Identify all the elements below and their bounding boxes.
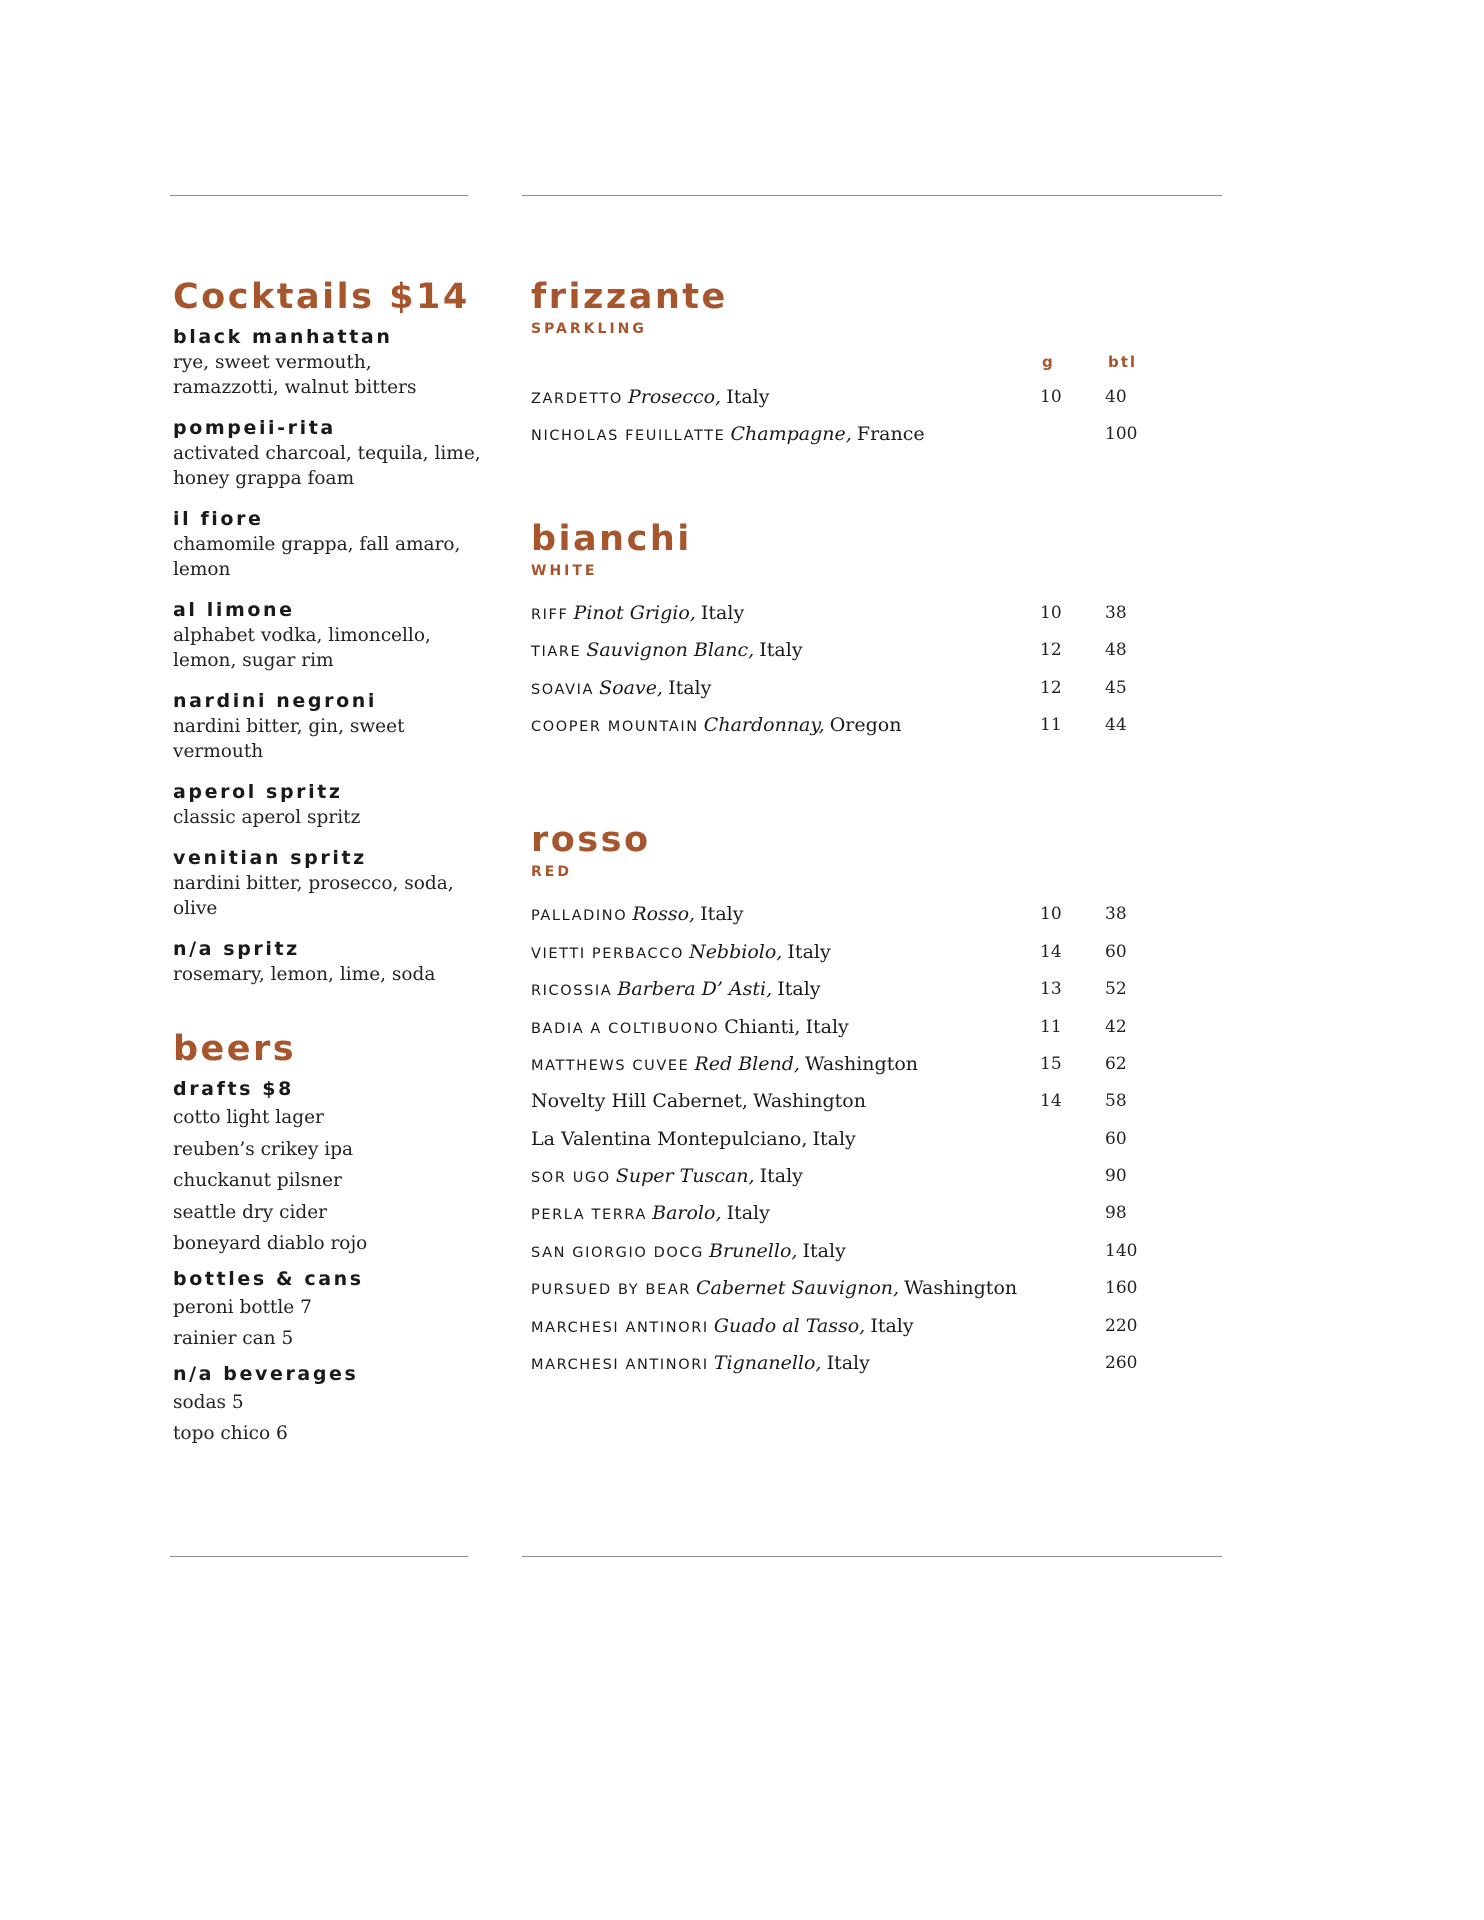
wine-list xyxy=(531,896,1231,1382)
wine-name: Chianti, xyxy=(724,1015,801,1038)
glass-price: 11 xyxy=(1040,1016,1062,1037)
wine-varietal: Tignanello, xyxy=(713,1352,822,1375)
bottle-price: 62 xyxy=(1105,1053,1127,1074)
wine-varietal: Guado al Tasso, xyxy=(713,1314,866,1337)
glass-price: 10 xyxy=(1040,602,1062,623)
beer-item: peroni bottle 7 xyxy=(173,1296,312,1318)
cocktail-item xyxy=(173,506,483,582)
glass-price: 12 xyxy=(1040,677,1062,698)
wine-row xyxy=(531,1121,1231,1158)
glass-price: 14 xyxy=(1040,1091,1062,1112)
wine-producer: PALLADINO xyxy=(531,908,628,925)
wine-region: Italy xyxy=(726,1202,770,1225)
rosso-title: rosso xyxy=(531,820,651,861)
cocktail-name: black manhattan xyxy=(173,326,393,348)
wine-region: Italy xyxy=(700,601,745,624)
wine-list xyxy=(531,379,1231,454)
bottle-price: 42 xyxy=(1105,1016,1127,1037)
wine-region: Washington xyxy=(904,1277,1018,1300)
wine-producer: MARCHESI ANTINORI xyxy=(531,1319,709,1336)
wine-producer: MATTHEWS CUVEE xyxy=(531,1057,690,1074)
wine-varietal: Red Blend, xyxy=(694,1052,800,1075)
cocktail-item xyxy=(173,415,483,491)
bottle-price: 38 xyxy=(1105,904,1127,925)
wine-region: Italy xyxy=(777,978,821,1001)
wine-varietal: Barolo, xyxy=(652,1202,722,1225)
bottle-price: 40 xyxy=(1105,387,1127,407)
cocktail-description: rosemary, lemon, lime, soda xyxy=(173,964,436,985)
cocktail-description: rye, sweet vermouth, ramazzotti, walnut bitters xyxy=(173,352,417,398)
cocktail-list xyxy=(173,324,483,987)
beer-item: cotto light lager xyxy=(173,1107,324,1128)
wine-region: Italy xyxy=(700,903,744,926)
wine-region: Washington xyxy=(805,1052,919,1075)
wine-list xyxy=(531,595,1231,745)
wine-region: Italy xyxy=(870,1314,914,1337)
wine-region: France xyxy=(856,423,925,446)
wine-row xyxy=(531,1046,1231,1083)
cocktails-and-beers-column xyxy=(173,270,483,1450)
beer-item: chuckanut pilsner xyxy=(173,1170,342,1191)
wine-varietal: Chardonnay, xyxy=(703,713,825,736)
beer-item: boneyard diablo rojo xyxy=(173,1233,368,1254)
wine-section-bianchi xyxy=(531,512,1231,745)
bottle-price: 160 xyxy=(1105,1278,1138,1299)
wine-section-frizzante xyxy=(531,270,1231,454)
cocktail-name: pompeii-rita xyxy=(173,417,336,439)
wine-region: Italy xyxy=(802,1239,846,1262)
glass-price: 11 xyxy=(1040,714,1062,735)
cocktail-name: il fiore xyxy=(173,508,264,530)
wine-region: Italy xyxy=(759,1165,803,1188)
glass-price: 15 xyxy=(1040,1053,1062,1074)
bottle-price: 90 xyxy=(1105,1166,1127,1187)
wine-varietal: Soave, xyxy=(599,676,663,699)
bottom-right-divider xyxy=(522,1556,1222,1557)
wine-producer: SOAVIA xyxy=(531,681,595,698)
wine-varietal: Cabernet Sauvignon, xyxy=(696,1277,900,1300)
wine-region: Italy xyxy=(759,639,803,662)
cocktail-item xyxy=(173,597,483,673)
beer-group-name: drafts $8 xyxy=(173,1078,294,1100)
cocktail-description: chamomile grappa, fall amaro, lemon xyxy=(173,534,461,580)
top-right-divider xyxy=(522,195,1222,196)
cocktail-item xyxy=(173,779,483,830)
beer-item: sodas 5 xyxy=(173,1391,244,1413)
wine-varietal: Sauvignon Blanc, xyxy=(586,639,755,662)
wine-region: Washington xyxy=(752,1090,866,1113)
wine-varietal: Prosecco, xyxy=(628,386,722,408)
wine-row xyxy=(531,934,1231,971)
wine-name: La Valentina Montepulciano, xyxy=(531,1127,808,1150)
beer-group-drafts xyxy=(173,1076,483,1260)
bottle-price: 98 xyxy=(1105,1203,1127,1224)
wine-producer: SOR UGO xyxy=(531,1170,611,1187)
beers-title: beers xyxy=(173,1029,297,1069)
wine-row xyxy=(531,896,1231,933)
wine-region: Italy xyxy=(805,1015,849,1038)
bottom-left-divider xyxy=(170,1556,468,1557)
bottle-price: 45 xyxy=(1105,677,1127,698)
wine-producer: NICHOLAS FEUILLATTE xyxy=(531,428,726,445)
cocktail-name: venitian spritz xyxy=(173,847,367,869)
glass-price: 10 xyxy=(1040,904,1062,925)
wine-row xyxy=(531,1158,1231,1195)
beer-group-name: bottles & cans xyxy=(173,1267,364,1290)
bottle-price: 52 xyxy=(1105,979,1127,1000)
bottle-price: 60 xyxy=(1105,941,1127,962)
bianchi-subtitle: WHITE xyxy=(531,562,598,579)
wine-varietal: Super Tuscan, xyxy=(615,1165,755,1188)
cocktail-description: activated charcoal, tequila, lime, honey grappa foam xyxy=(173,443,481,489)
beer-group-bottles xyxy=(173,1266,483,1355)
wine-region: Italy xyxy=(726,386,770,408)
bottle-price: 58 xyxy=(1105,1091,1127,1112)
wine-varietal: Champagne, xyxy=(730,423,852,446)
glass-price: 12 xyxy=(1040,640,1062,661)
wine-varietal: Nebbiolo, xyxy=(689,940,783,963)
wine-region: Italy xyxy=(668,676,712,699)
bianchi-title: bianchi xyxy=(531,518,692,559)
cocktails-title: Cocktails $14 xyxy=(173,277,470,317)
bottle-price: 100 xyxy=(1105,424,1138,445)
wine-row xyxy=(531,1270,1231,1307)
wine-producer: RICOSSIA xyxy=(531,983,613,1000)
glass-column-header: g xyxy=(1042,353,1055,371)
cocktail-item xyxy=(173,845,483,921)
wine-producer: SAN GIORGIO DOCG xyxy=(531,1244,704,1261)
wine-row xyxy=(531,1308,1231,1345)
wine-row xyxy=(531,670,1231,707)
beer-item: topo chico 6 xyxy=(173,1423,288,1444)
wine-region: Italy xyxy=(812,1127,856,1150)
beer-item: reuben’s crikey ipa xyxy=(173,1138,354,1160)
wine-producer: PERLA TERRA xyxy=(531,1207,648,1224)
wine-row xyxy=(531,632,1231,669)
wine-varietal: Barbera D’ Asti, xyxy=(617,978,773,1001)
cocktail-description: nardini bitter, prosecco, soda, olive xyxy=(173,873,454,919)
wine-row xyxy=(531,1083,1231,1120)
bottle-price: 260 xyxy=(1105,1353,1138,1374)
glass-price: 13 xyxy=(1040,979,1062,1000)
bottle-price: 140 xyxy=(1105,1240,1138,1261)
wine-varietal: Rosso, xyxy=(632,903,696,926)
wine-region: Italy xyxy=(787,940,831,963)
price-column-headers xyxy=(531,345,1231,379)
cocktail-name: aperol spritz xyxy=(173,781,343,803)
bottle-price: 38 xyxy=(1105,602,1127,623)
wine-producer: COOPER MOUNTAIN xyxy=(531,718,699,735)
wine-row xyxy=(531,416,1231,453)
cocktail-description: classic aperol spritz xyxy=(173,807,361,828)
beer-group-na xyxy=(173,1361,483,1450)
wine-varietal: Pinot Grigio, xyxy=(573,601,696,624)
wine-row xyxy=(531,707,1231,744)
cocktail-item xyxy=(173,688,483,764)
cocktail-name: al limone xyxy=(173,599,295,621)
beer-item: rainier can 5 xyxy=(173,1328,294,1349)
wine-region: Oregon xyxy=(829,713,902,736)
top-left-divider xyxy=(170,195,468,196)
glass-price: 14 xyxy=(1040,941,1062,962)
wine-column xyxy=(531,270,1231,1382)
rosso-subtitle: RED xyxy=(531,864,572,881)
glass-price: 10 xyxy=(1040,387,1062,407)
wine-producer: BADIA A COLTIBUONO xyxy=(531,1020,720,1037)
wine-name: Novelty Hill Cabernet, xyxy=(531,1090,748,1113)
wine-producer: TIARE xyxy=(531,644,582,661)
bottle-price: 48 xyxy=(1105,640,1127,661)
wine-region: Italy xyxy=(826,1352,870,1375)
wine-producer: ZARDETTO xyxy=(531,391,623,407)
wine-row xyxy=(531,1345,1231,1382)
wine-row xyxy=(531,595,1231,632)
frizzante-title: frizzante xyxy=(531,277,728,317)
wine-producer: RIFF xyxy=(531,606,569,623)
cocktail-name: n/a spritz xyxy=(173,938,300,960)
wine-producer: MARCHESI ANTINORI xyxy=(531,1357,709,1374)
wine-row xyxy=(531,1233,1231,1270)
frizzante-subtitle: SPARKLING xyxy=(531,321,647,337)
bottle-column-header: btl xyxy=(1108,353,1138,371)
beer-group-name: n/a beverages xyxy=(173,1362,359,1385)
wine-row xyxy=(531,1009,1231,1046)
wine-section-rosso xyxy=(531,813,1231,1382)
wine-varietal: Brunello, xyxy=(709,1239,798,1262)
beer-item: seattle dry cider xyxy=(173,1201,328,1223)
wine-row xyxy=(531,379,1231,416)
cocktail-item xyxy=(173,324,483,400)
cocktail-description: alphabet vodka, limoncello, lemon, sugar rim xyxy=(173,625,431,671)
cocktail-item xyxy=(173,936,483,987)
bottle-price: 60 xyxy=(1105,1128,1127,1149)
cocktail-description: nardini bitter, gin, sweet vermouth xyxy=(173,716,405,762)
bottle-price: 44 xyxy=(1105,714,1127,735)
bottle-price: 220 xyxy=(1105,1315,1138,1336)
wine-producer: VIETTI PERBACCO xyxy=(531,945,684,962)
cocktail-name: nardini negroni xyxy=(173,690,377,712)
wine-row xyxy=(531,1195,1231,1232)
wine-producer: PURSUED BY BEAR xyxy=(531,1282,691,1299)
wine-row xyxy=(531,971,1231,1008)
